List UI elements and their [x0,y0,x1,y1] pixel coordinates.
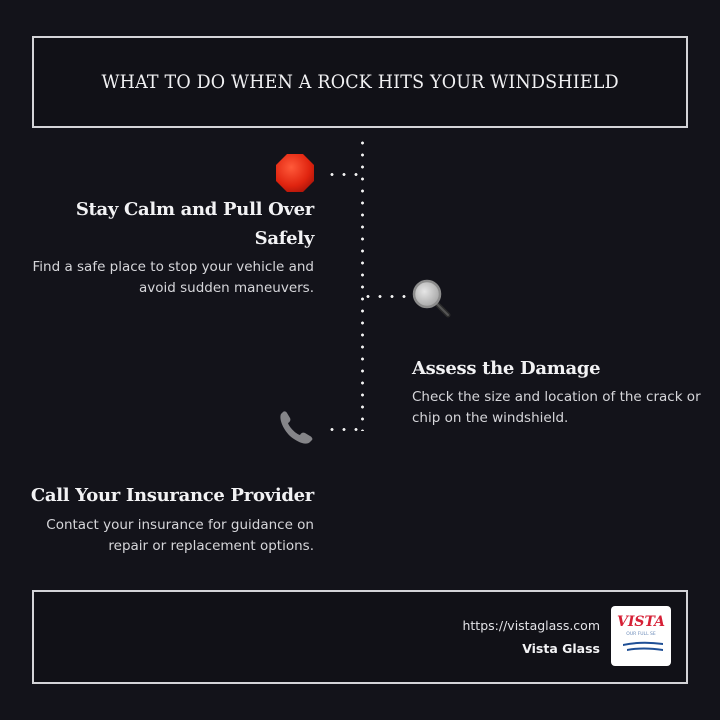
header-banner [32,36,688,128]
website-link[interactable]: https://vistaglass.com [462,618,600,633]
footer-banner [32,590,688,684]
stop-sign-icon [275,153,315,193]
logo-wordmark: VISTA [616,614,666,630]
connector-step-3 [326,428,364,431]
step-2-title: Assess the Damage [412,358,601,379]
vista-glass-logo [611,606,671,666]
telephone-receiver-icon [274,404,318,448]
step-3-title: Call Your Insurance Provider [30,485,314,506]
timeline-connector [361,137,364,431]
company-name: Vista Glass [522,641,600,656]
step-3-description: Contact your insurance for guidance on repair or replacement options. [46,517,314,554]
connector-step-1 [326,173,364,176]
magnifying-glass-icon [410,277,454,321]
step-1-description: Find a safe place to stop your vehicle and avoid sudden maneuvers. [32,259,314,296]
step-1-title: Stay Calm and Pull Over Safely [75,199,314,249]
connector-step-2 [362,295,410,298]
page-title: WHAT TO DO WHEN A ROCK HITS YOUR WINDSHIELD [101,71,619,93]
step-2-description: Check the size and location of the crack or chip on the windshield. [412,389,701,426]
logo-tagline: OUR FULL SE [626,632,656,637]
